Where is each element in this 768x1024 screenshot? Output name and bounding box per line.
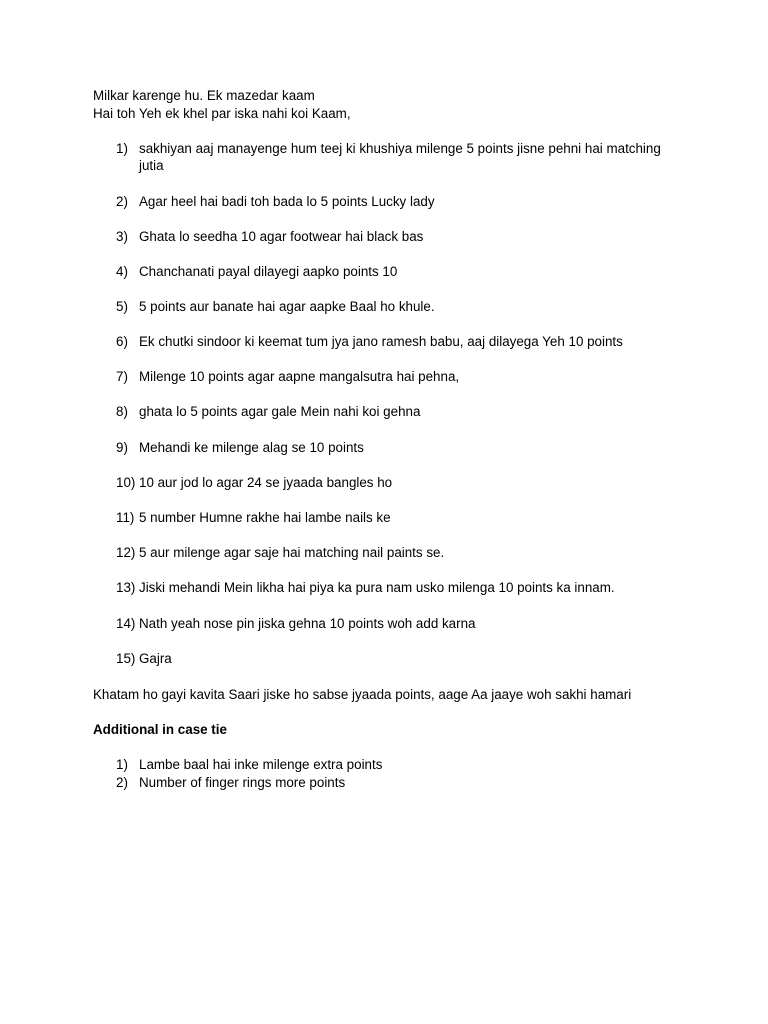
list-item-11 [116, 509, 676, 527]
list-item-text: 5 aur milenge agar saje hai matching nail paints se. [139, 545, 445, 560]
list-item-text: Agar heel hai badi toh bada lo 5 points Lucky lady [139, 193, 435, 209]
list-item-text: Number of finger rings more points [139, 774, 346, 790]
list-item-number: 7) [116, 369, 128, 384]
list-item-text: 5 points aur banate hai agar aapke Baal ho khule. [139, 298, 435, 314]
list-item-number: 1) [116, 757, 128, 772]
list-item-number: 12) [116, 545, 136, 560]
list-item-text: Nath yeah nose pin jiska gehna 10 points woh add karna [139, 615, 476, 631]
list-item-15 [116, 650, 676, 668]
list-item-10 [116, 474, 676, 492]
list-item-number: 4) [116, 263, 128, 279]
list-item-4 [116, 263, 676, 281]
list-item-text: Milenge 10 points agar aapne mangalsutra hai pehna, [139, 369, 460, 384]
list-item-text: Gajra [139, 651, 172, 666]
list-item-text: Ghata lo seedha 10 agar footwear hai black bas [139, 228, 424, 244]
list-item-number: 10) [116, 474, 136, 490]
list-item-text: 10 aur jod lo agar 24 se jyaada bangles ho [139, 474, 393, 490]
list-item-13 [116, 579, 676, 597]
list-item-text: Chanchanati payal dilayegi aapko points 10 [139, 263, 398, 279]
list-item-1 [116, 140, 676, 175]
list-item-text: Mehandi ke milenge alag se 10 points [139, 439, 364, 455]
list-item-text: 5 number Humne rakhe hai lambe nails ke [139, 510, 391, 525]
list-item-9 [116, 439, 676, 457]
list-item-12 [116, 544, 676, 562]
list-item-8 [116, 403, 676, 421]
list-item-number: 13) [116, 580, 136, 595]
list-item-number: 2) [116, 774, 128, 790]
list-item-7 [116, 368, 676, 386]
list-item-number: 9) [116, 439, 128, 455]
list-item-number: 14) [116, 615, 136, 631]
list-item-number: 3) [116, 228, 128, 244]
list-item-number: 8) [116, 404, 128, 419]
intro-line-2: Hai toh Yeh ek khel par iska nahi koi Kaam, [93, 105, 351, 121]
tie-section-heading: Additional in case tie [93, 722, 227, 737]
list-item-text: sakhiyan aaj manayenge hum teej ki khushiya milenge 5 points jisne pehni hai matching jutia [139, 140, 661, 173]
list-item-text: ghata lo 5 points agar gale Mein nahi koi gehna [139, 404, 421, 419]
list-item-number: 5) [116, 298, 128, 314]
list-item-3 [116, 228, 676, 246]
tie-list-item-1 [116, 756, 676, 774]
list-item-2 [116, 193, 676, 211]
intro-line-1: Milkar karenge hu. Ek mazedar kaam [93, 88, 315, 103]
list-item-number: 11) [116, 510, 135, 525]
list-item-5 [116, 298, 676, 316]
list-item-text: Ek chutki sindoor ki keemat tum jya jano ramesh babu, aaj dilayega Yeh 10 points [139, 334, 623, 349]
list-item-number: 6) [116, 334, 128, 349]
list-item-number: 15) [116, 651, 136, 666]
list-item-number: 2) [116, 193, 128, 209]
list-item-text: Lambe baal hai inke milenge extra points [139, 757, 383, 772]
list-item-text: Jiski mehandi Mein likha hai piya ka pura nam usko milenga 10 points ka innam. [139, 580, 615, 595]
tie-list-item-2 [116, 774, 676, 792]
list-item-14 [116, 615, 676, 633]
closing-line: Khatam ho gayi kavita Saari jiske ho sabse jyaada points, aage Aa jaaye woh sakhi hamari [93, 686, 632, 702]
list-item-number: 1) [116, 140, 128, 156]
list-item-6 [116, 333, 676, 351]
